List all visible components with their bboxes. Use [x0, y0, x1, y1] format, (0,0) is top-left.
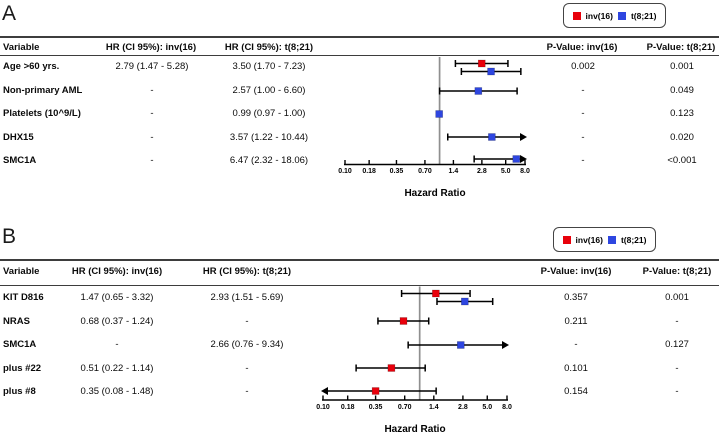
column-header-p-inv16: P-Value: inv(16) — [540, 266, 612, 277]
t821-legend-label: t(8;21) — [620, 234, 647, 245]
row-hr-inv16: - — [150, 131, 154, 143]
t821-legend-swatch — [618, 12, 626, 20]
x-axis-tick-label: 0.10 — [338, 168, 352, 175]
hr-marker-inv16 — [432, 290, 439, 297]
hr-marker-t821 — [475, 88, 482, 95]
row-variable: SMC1A — [3, 339, 37, 350]
t821-legend-swatch — [608, 236, 616, 244]
column-header-hr-t821: HR (CI 95%): t(8;21) — [224, 42, 314, 53]
inv16-legend-label: inv(16) — [575, 234, 603, 245]
row-p-inv16: 0.002 — [571, 61, 595, 72]
hr-marker-inv16 — [400, 318, 407, 325]
hr-marker-t821 — [461, 298, 468, 305]
x-axis-tick-label: 0.18 — [362, 168, 376, 175]
row-variable: Non-primary AML — [3, 84, 83, 96]
row-variable: plus #22 — [3, 362, 42, 374]
row-variable: DHX15 — [3, 131, 34, 143]
row-variable: Age >60 yrs. — [3, 61, 60, 72]
x-axis-tick-label: 0.18 — [340, 404, 355, 411]
column-header-variable: Variable — [3, 42, 40, 53]
x-axis-tick-label: 0.70 — [418, 168, 432, 175]
row-p-inv16: 0.154 — [564, 386, 588, 397]
row-hr-t821: 0.99 (0.97 - 1.00) — [232, 108, 306, 119]
row-hr-t821: - — [245, 386, 249, 397]
hr-marker-t821 — [457, 342, 464, 349]
hr-marker-t821 — [488, 134, 495, 141]
inv16-legend-label: inv(16) — [585, 10, 613, 21]
panel-b-top-rule — [0, 259, 719, 261]
row-hr-inv16: - — [150, 108, 154, 119]
panel-a-header-rule — [0, 55, 719, 56]
row-p-inv16: 0.211 — [564, 315, 588, 327]
column-header-hr-t821: HR (CI 95%): t(8;21) — [202, 266, 292, 277]
x-axis-title: Hazard Ratio — [404, 188, 466, 199]
row-hr-t821: 3.57 (1.22 - 10.44) — [229, 131, 309, 143]
row-hr-inv16: - — [150, 155, 154, 166]
hr-marker-t821 — [436, 111, 443, 118]
row-hr-inv16: 0.51 (0.22 - 1.14) — [80, 362, 154, 374]
row-hr-inv16: 0.68 (0.37 - 1.24) — [80, 315, 154, 327]
row-hr-t821: 6.47 (2.32 - 18.06) — [229, 155, 309, 166]
ci-arrow-right — [520, 155, 527, 163]
t821-legend-label: t(8;21) — [630, 10, 657, 21]
row-hr-t821: - — [245, 362, 249, 374]
row-p-t821: 0.049 — [670, 84, 694, 96]
panel-a-label: A — [2, 2, 17, 25]
panel-b-legend — [553, 227, 656, 252]
ci-arrow-right — [502, 341, 509, 349]
x-axis-tick-label: 5.0 — [482, 404, 493, 411]
row-hr-t821: 2.93 (1.51 - 5.69) — [210, 292, 284, 303]
panel-a-legend — [563, 3, 666, 28]
row-hr-t821: 2.66 (0.76 - 9.34) — [210, 339, 284, 350]
x-axis-tick-label: 0.70 — [397, 404, 412, 411]
x-axis-tick-label: 5.0 — [500, 168, 511, 175]
row-p-t821: <0.001 — [667, 155, 697, 166]
hr-marker-t821 — [513, 156, 520, 163]
inv16-legend-swatch — [563, 236, 571, 244]
row-hr-t821: 2.57 (1.00 - 6.60) — [232, 84, 306, 96]
row-variable: KIT D816 — [3, 292, 44, 303]
hr-marker-inv16 — [388, 365, 395, 372]
column-header-p-t821: P-Value: t(8;21) — [642, 266, 712, 277]
row-p-t821: - — [675, 362, 679, 374]
x-axis-title: Hazard Ratio — [384, 424, 446, 435]
ci-arrow-right — [520, 133, 527, 141]
column-header-p-inv16: P-Value: inv(16) — [546, 42, 618, 53]
row-p-inv16: 0.357 — [564, 292, 588, 303]
row-hr-inv16: - — [115, 339, 119, 350]
x-axis-tick-label: 1.4 — [448, 168, 459, 175]
row-p-t821: - — [675, 315, 679, 327]
panel-a-top-rule — [0, 36, 719, 38]
row-variable: plus #8 — [3, 386, 36, 397]
x-axis-tick-label: 0.35 — [368, 404, 383, 411]
row-p-inv16: - — [574, 339, 578, 350]
row-variable: Platelets (10^9/L) — [3, 108, 81, 119]
row-p-t821: - — [675, 386, 679, 397]
x-axis-tick-label: 1.4 — [428, 404, 439, 411]
hr-marker-inv16 — [372, 388, 379, 395]
column-header-variable: Variable — [3, 266, 40, 277]
inv16-legend-swatch — [573, 12, 581, 20]
column-header-p-t821: P-Value: t(8;21) — [646, 42, 716, 53]
x-axis-tick-label: 2.8 — [458, 404, 468, 411]
row-variable: SMC1A — [3, 155, 37, 166]
row-p-inv16: - — [581, 155, 585, 166]
hr-marker-t821 — [488, 68, 495, 75]
row-p-t821: 0.020 — [670, 131, 694, 143]
row-p-inv16: 0.101 — [564, 362, 588, 374]
x-axis-tick-label: 8.0 — [520, 168, 530, 175]
row-variable: NRAS — [3, 315, 30, 327]
row-p-t821: 0.123 — [670, 108, 694, 119]
row-p-inv16: - — [581, 108, 585, 119]
column-header-hr-inv16: HR (CI 95%): inv(16) — [71, 266, 163, 277]
hr-marker-inv16 — [478, 60, 485, 67]
ci-arrow-left — [321, 387, 328, 395]
x-axis-tick-label: 8.0 — [502, 404, 512, 411]
x-axis-tick-label: 2.8 — [477, 168, 487, 175]
row-hr-inv16: 1.47 (0.65 - 3.32) — [80, 292, 154, 303]
row-hr-inv16: 2.79 (1.47 - 5.28) — [115, 61, 189, 72]
row-hr-inv16: 0.35 (0.08 - 1.48) — [80, 386, 154, 397]
row-p-t821: 0.127 — [665, 339, 689, 350]
row-p-t821: 0.001 — [665, 292, 689, 303]
row-p-inv16: - — [581, 131, 585, 143]
row-hr-inv16: - — [150, 84, 154, 96]
x-axis-tick-label: 0.35 — [389, 168, 404, 175]
x-axis-tick-label: 0.10 — [316, 404, 330, 411]
row-hr-t821: - — [245, 315, 249, 327]
panel-b-header-rule — [0, 285, 719, 286]
row-hr-t821: 3.50 (1.70 - 7.23) — [232, 61, 306, 72]
panel-b-label: B — [2, 225, 17, 248]
column-header-hr-inv16: HR (CI 95%): inv(16) — [105, 42, 197, 53]
row-p-t821: 0.001 — [670, 61, 694, 72]
row-p-inv16: - — [581, 84, 585, 96]
